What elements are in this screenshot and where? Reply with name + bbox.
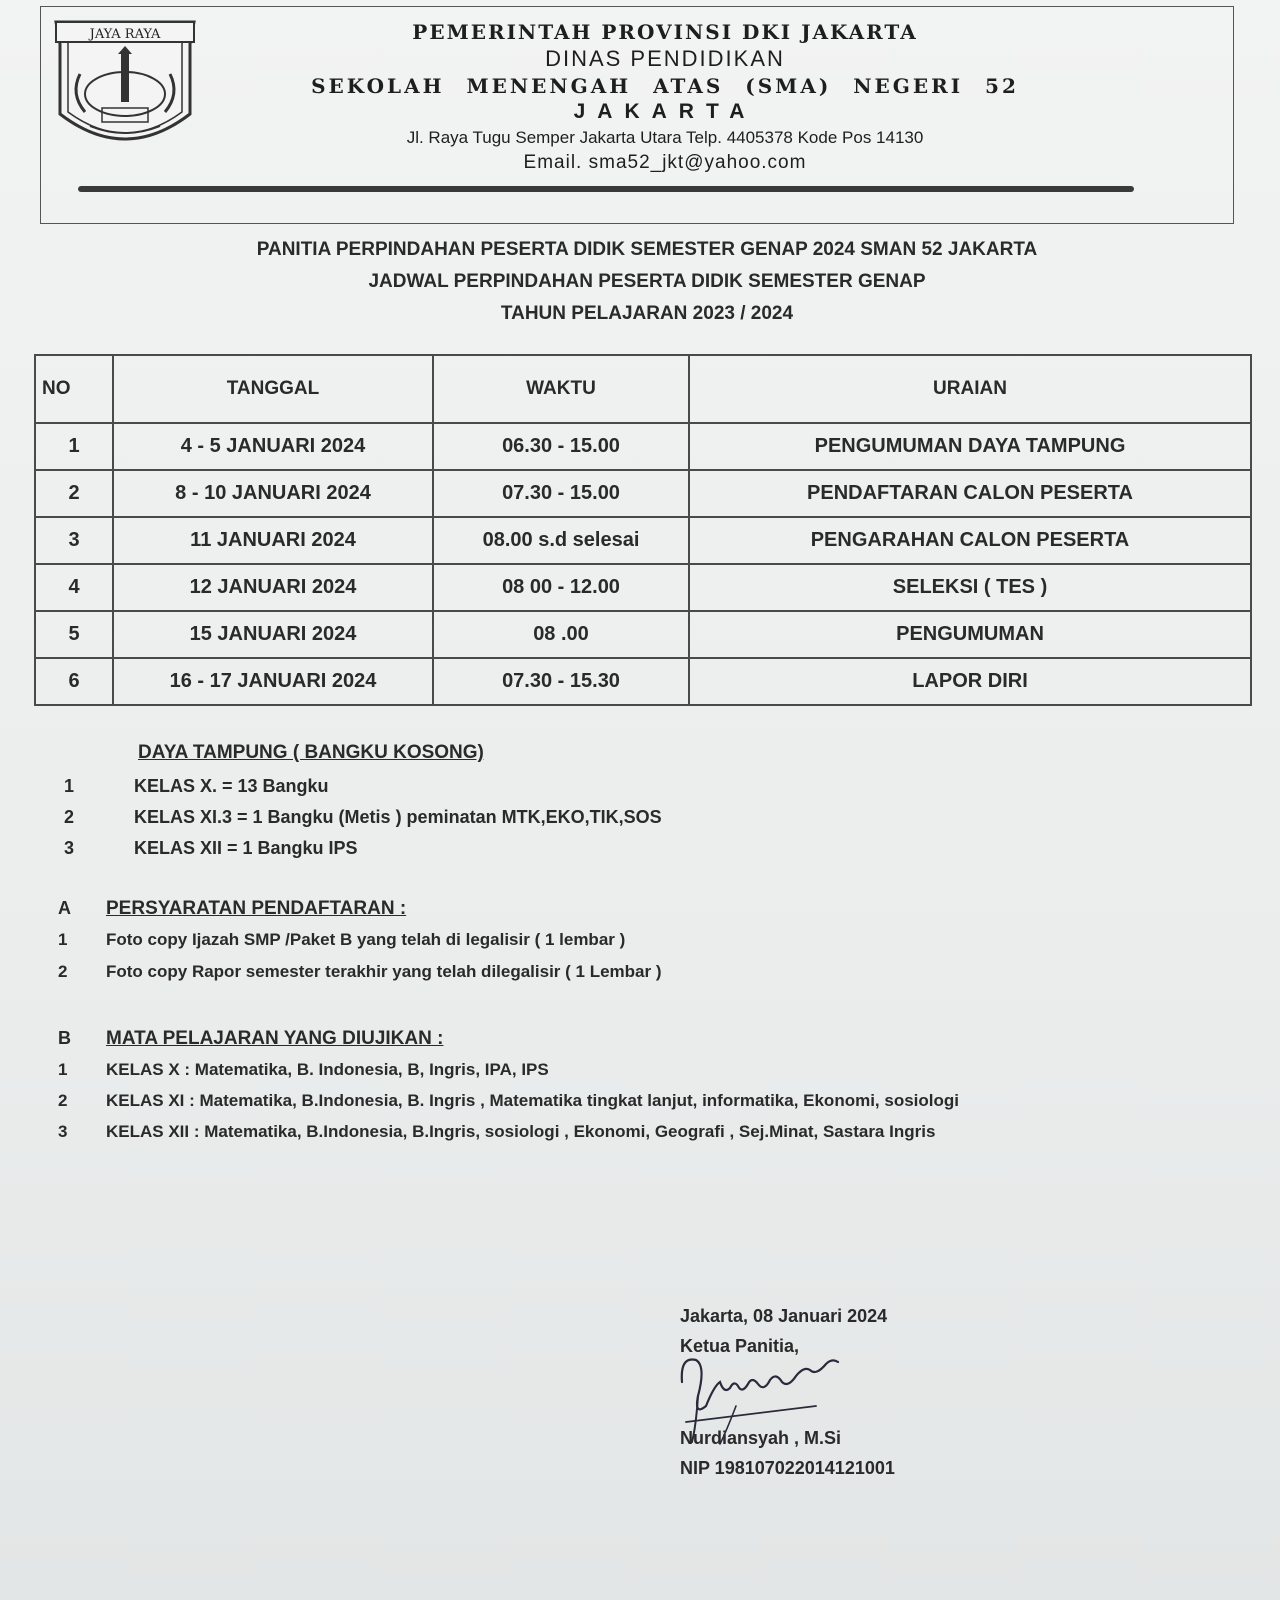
city-name: JAKARTA bbox=[573, 100, 757, 123]
cell-waktu: 07.30 - 15.30 bbox=[433, 658, 689, 705]
item-number: 1 bbox=[64, 776, 75, 796]
table-row bbox=[35, 517, 1251, 564]
item-text: KELAS XI.3 = 1 Bangku (Metis ) peminatan MTK,EKO,TIK,SOS bbox=[134, 807, 662, 827]
item-text: Foto copy Rapor semester terakhir yang telah dilegalisir ( 1 Lembar ) bbox=[106, 962, 662, 981]
daya-tampung-section bbox=[0, 742, 1280, 869]
header-no: NO bbox=[35, 355, 113, 423]
school-name: SEKOLAH MENENGAH ATAS (SMA) NEGERI 52 bbox=[311, 74, 1019, 98]
list-item bbox=[0, 930, 1280, 962]
persyaratan-title: PERSYARATAN PENDAFTARAN : bbox=[106, 898, 407, 919]
school-address: Jl. Raya Tugu Semper Jakarta Utara Telp. 4405378 Kode Pos 14130 bbox=[406, 128, 924, 147]
signer-nip: NIP 198107022014121001 bbox=[680, 1458, 895, 1478]
document-title-1: PANITIA PERPINDAHAN PESERTA DIDIK SEMESTER GENAP 2024 SMAN 52 JAKARTA bbox=[256, 239, 1038, 260]
item-text: KELAS XII = 1 Bangku IPS bbox=[134, 838, 358, 858]
item-number: 3 bbox=[58, 1122, 68, 1141]
cell-tanggal: 15 JANUARI 2024 bbox=[113, 611, 433, 658]
table-header-row bbox=[35, 355, 1251, 423]
mapel-title: MATA PELAJARAN YANG DIUJIKAN : bbox=[106, 1028, 444, 1049]
cell-tanggal: 11 JANUARI 2024 bbox=[113, 517, 433, 564]
item-text: KELAS XII : Matematika, B.Indonesia, B.Ingris, sosiologi , Ekonomi, Geografi , Sej.Minat, Sastara Ingris bbox=[106, 1122, 936, 1141]
header-tanggal: TANGGAL bbox=[113, 355, 433, 423]
list-item bbox=[0, 807, 1280, 838]
cell-no: 4 bbox=[35, 564, 113, 611]
item-text: Foto copy Ijazah SMP /Paket B yang telah di legalisir ( 1 lembar ) bbox=[106, 930, 626, 949]
cell-uraian: PENGUMUMAN bbox=[689, 611, 1251, 658]
letterhead-text bbox=[260, 14, 1070, 174]
cell-uraian: PENDAFTARAN CALON PESERTA bbox=[689, 470, 1251, 517]
cell-waktu: 08.00 s.d selesai bbox=[433, 517, 689, 564]
item-number: 1 bbox=[58, 1060, 68, 1079]
persyaratan-section bbox=[0, 898, 1280, 994]
cell-tanggal: 16 - 17 JANUARI 2024 bbox=[113, 658, 433, 705]
table-row bbox=[35, 470, 1251, 517]
school-email: Email. sma52_jkt@yahoo.com bbox=[523, 152, 807, 173]
jaya-raya-crest-logo bbox=[50, 14, 200, 159]
mapel-heading bbox=[0, 1028, 1280, 1060]
letterhead-divider bbox=[78, 186, 1134, 192]
item-text: KELAS X : Matematika, B. Indonesia, B, Ingris, IPA, IPS bbox=[106, 1060, 549, 1079]
table-row bbox=[35, 423, 1251, 470]
table-row bbox=[35, 658, 1251, 705]
item-text: KELAS XI : Matematika, B.Indonesia, B. Ingris , Matematika tingkat lanjut, informatika, Ekonomi, sosiologi bbox=[106, 1091, 959, 1110]
table-row bbox=[35, 611, 1251, 658]
cell-uraian: PENGARAHAN CALON PESERTA bbox=[689, 517, 1251, 564]
list-item bbox=[0, 1060, 1280, 1091]
handwritten-signature bbox=[676, 1336, 876, 1446]
document-title-2: JADWAL PERPINDAHAN PESERTA DIDIK SEMESTER GENAP bbox=[368, 271, 926, 292]
section-letter: B bbox=[58, 1028, 71, 1048]
place-date: Jakarta, 08 Januari 2024 bbox=[680, 1306, 888, 1326]
table-row bbox=[35, 564, 1251, 611]
section-letter: A bbox=[58, 898, 71, 918]
item-text: KELAS X. = 13 Bangku bbox=[134, 776, 329, 796]
cell-tanggal: 8 - 10 JANUARI 2024 bbox=[113, 470, 433, 517]
cell-waktu: 08 00 - 12.00 bbox=[433, 564, 689, 611]
department-name: DINAS PENDIDIKAN bbox=[545, 46, 785, 71]
item-number: 1 bbox=[58, 930, 68, 949]
list-item bbox=[0, 1091, 1280, 1122]
item-number: 2 bbox=[64, 807, 75, 827]
item-number: 2 bbox=[58, 1091, 68, 1110]
cell-tanggal: 12 JANUARI 2024 bbox=[113, 564, 433, 611]
logo-text: JAYA RAYA bbox=[89, 27, 161, 42]
list-item bbox=[0, 838, 1280, 869]
cell-no: 3 bbox=[35, 517, 113, 564]
mapel-section bbox=[0, 1028, 1280, 1153]
cell-no: 1 bbox=[35, 423, 113, 470]
document-title-3: TAHUN PELAJARAN 2023 / 2024 bbox=[500, 303, 794, 324]
item-number: 2 bbox=[58, 962, 68, 981]
cell-waktu: 07.30 - 15.00 bbox=[433, 470, 689, 517]
item-number: 3 bbox=[64, 838, 75, 858]
cell-no: 5 bbox=[35, 611, 113, 658]
signer-name: Nurdiansyah , M.Si bbox=[680, 1428, 842, 1448]
cell-uraian: SELEKSI ( TES ) bbox=[689, 564, 1251, 611]
daya-tampung-title: DAYA TAMPUNG ( BANGKU KOSONG) bbox=[138, 742, 484, 763]
persyaratan-heading bbox=[0, 898, 1280, 930]
cell-uraian: PENGUMUMAN DAYA TAMPUNG bbox=[689, 423, 1251, 470]
header-uraian: URAIAN bbox=[689, 355, 1251, 423]
cell-waktu: 08 .00 bbox=[433, 611, 689, 658]
list-item bbox=[0, 962, 1280, 994]
cell-no: 6 bbox=[35, 658, 113, 705]
schedule-table bbox=[34, 354, 1252, 706]
government-name: PEMERINTAH PROVINSI DKI JAKARTA bbox=[412, 20, 918, 44]
list-item bbox=[0, 1122, 1280, 1153]
cell-tanggal: 4 - 5 JANUARI 2024 bbox=[113, 423, 433, 470]
list-item bbox=[0, 776, 1280, 807]
cell-no: 2 bbox=[35, 470, 113, 517]
header-waktu: WAKTU bbox=[433, 355, 689, 423]
signer-role: Ketua Panitia, bbox=[680, 1336, 800, 1356]
cell-waktu: 06.30 - 15.00 bbox=[433, 423, 689, 470]
document-titles bbox=[0, 234, 1280, 330]
cell-uraian: LAPOR DIRI bbox=[689, 658, 1251, 705]
